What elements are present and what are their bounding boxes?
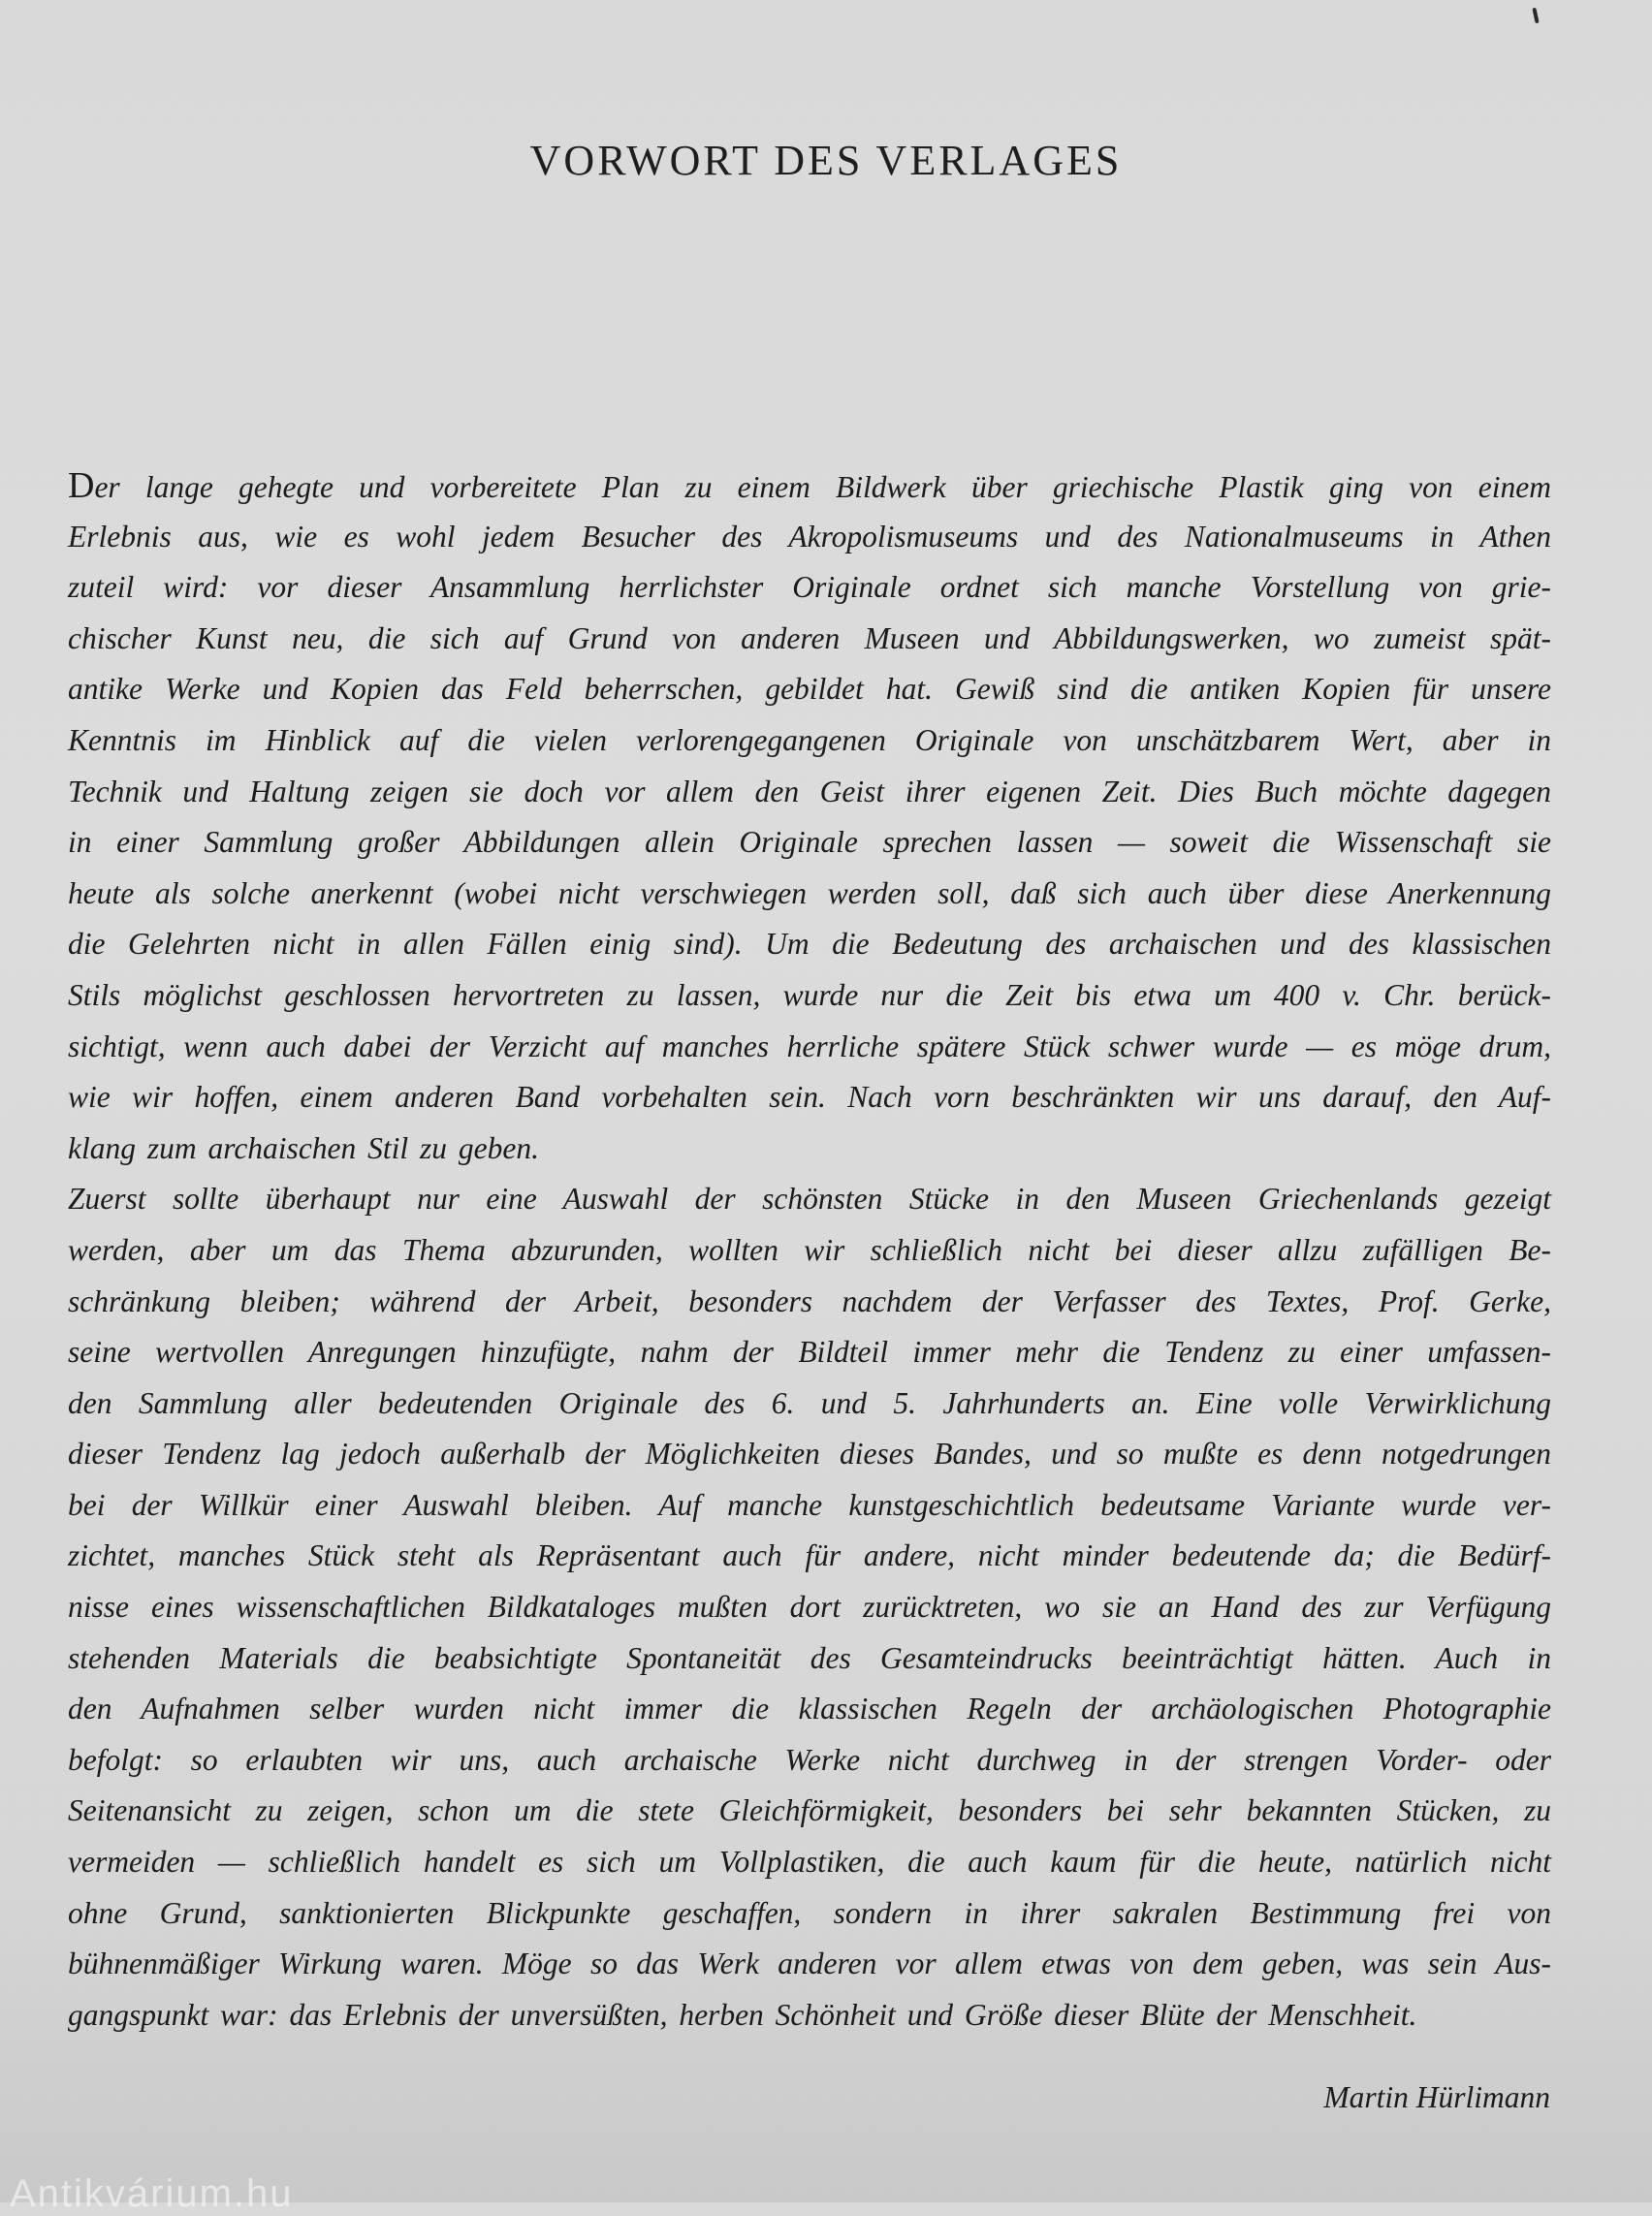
text-line: befolgt: so erlaubten wir uns, auch archaische Werke nicht durchweg in der strengen Vorder- oder bbox=[68, 1742, 1551, 1777]
text-line: nisse eines wissenschaftlichen Bildkataloges mußten dort zurücktreten, wo sie an Hand des zur Verfügung bbox=[68, 1590, 1551, 1625]
pencil-mark bbox=[1532, 8, 1539, 23]
text-line: seine wertvollen Anregungen hinzufügte, nahm der Bildteil immer mehr die Tendenz zu einer umfassen- bbox=[68, 1335, 1551, 1370]
author-signature: Martin Hürlimann bbox=[1323, 2080, 1550, 2114]
text-line: antike Werke und Kopien das Feld beherrschen, gebildet hat. Gewiß sind die antiken Kopien für unsere bbox=[68, 672, 1551, 707]
text-line: zichtet, manches Stück steht als Repräsentant auch für andere, nicht minder bedeutende da; die Bedürf- bbox=[68, 1538, 1551, 1573]
paragraph-2 bbox=[68, 1174, 1551, 2041]
text-line: stehenden Materials die beabsichtigte Spontaneität des Gesamteindrucks beeinträchtigt hätten. Auch in bbox=[68, 1640, 1551, 1675]
text-line: Erlebnis aus, wie es wohl jedem Besucher des Akropolismuseums und des Nationalmuseums in Athen bbox=[68, 519, 1551, 554]
text-line: schränkung bleiben; während der Arbeit, besonders nachdem der Verfasser des Textes, Prof. Gerke, bbox=[68, 1283, 1551, 1318]
text-line: in einer Sammlung großer Abbildungen allein Originale sprechen lassen — soweit die Wissenschaft sie bbox=[68, 825, 1551, 860]
text-line: den Aufnahmen selber wurden nicht immer die klassischen Regeln der archäologischen Photographie bbox=[68, 1692, 1551, 1726]
text-line: gangspunkt war: das Erlebnis der unversüßten, herben Schönheit und Größe dieser Blüte der Menschheit. bbox=[68, 1997, 1417, 2032]
text-line: Seitenansicht zu zeigen, schon um die stete Gleichförmigkeit, besonders bei sehr bekannten Stücken, zu bbox=[68, 1793, 1551, 1828]
text-line: Der lange gehegte und vorbereitete Plan zu einem Bildwerk über griechische Plastik ging von einem bbox=[68, 465, 1551, 506]
text-line: Technik und Haltung zeigen sie doch vor allem den Geist ihrer eigenen Zeit. Dies Buch möchte dagegen bbox=[68, 774, 1551, 808]
initial-letter: D bbox=[68, 465, 95, 506]
text-line: vermeiden — schließlich handelt es sich um Vollplastiken, die auch kaum für die heute, natürlich nicht bbox=[68, 1845, 1551, 1880]
text-line: werden, aber um das Thema abzurunden, wollten wir schließlich nicht bei dieser allzu zufälligen Be- bbox=[68, 1232, 1551, 1267]
text-line: Zuerst sollte überhaupt nur eine Auswahl der schönsten Stücke in den Museen Griechenlands gezeigt bbox=[68, 1182, 1551, 1217]
text-line: den Sammlung aller bedeutenden Originale des 6. und 5. Jahrhunderts an. Eine volle Verwirklichung bbox=[68, 1385, 1551, 1420]
text-line: sichtigt, wenn auch dabei der Verzicht auf manches herrliche spätere Stück schwer wurde — es möge drum, bbox=[68, 1029, 1551, 1063]
text-line: Kenntnis im Hinblick auf die vielen verlorengegangenen Originale von unschätzbarem Wert, aber in bbox=[68, 722, 1551, 757]
text-line: heute als solche anerkennt (wobei nicht verschwiegen werden soll, daß sich auch über diese Anerkennung bbox=[68, 875, 1551, 910]
text-line: ohne Grund, sanktionierten Blickpunkte geschaffen, sondern in ihrer sakralen Bestimmung frei von bbox=[68, 1895, 1551, 1930]
text-line: bühnenmäßiger Wirkung waren. Möge so das Werk anderen vor allem etwas von dem geben, was sein Aus- bbox=[68, 1947, 1551, 1981]
text-line: dieser Tendenz lag jedoch außerhalb der Möglichkeiten dieses Bandes, und so mußte es denn notgedrungen bbox=[68, 1437, 1551, 1472]
paragraph-1 bbox=[68, 460, 1551, 1174]
text-line: klang zum archaischen Stil zu geben. bbox=[68, 1130, 540, 1165]
watermark: Antikvárium.hu bbox=[10, 2172, 294, 2215]
text-line: die Gelehrten nicht in allen Fällen einig sind). Um die Bedeutung des archaischen und des klassischen bbox=[68, 927, 1551, 962]
text-line: chischer Kunst neu, die sich auf Grund von anderen Museen und Abbildungswerken, wo zumeist spät- bbox=[68, 620, 1551, 655]
preface-text bbox=[68, 460, 1551, 2041]
text-line: bei der Willkür einer Auswahl bleiben. Auf manche kunstgeschichtlich bedeutsame Variante wurde ver- bbox=[68, 1487, 1551, 1522]
page-title: VORWORT DES VERLAGES bbox=[529, 137, 1123, 184]
text-line: zuteil wird: vor dieser Ansammlung herrlichster Originale ordnet sich manche Vorstellung von grie- bbox=[68, 570, 1551, 605]
text-line: Stils möglichst geschlossen hervortreten zu lassen, wurde nur die Zeit bis etwa um 400 v. Chr. berück- bbox=[68, 977, 1551, 1012]
text-line: wie wir hoffen, einem anderen Band vorbehalten sein. Nach vorn beschränkten wir uns darauf, den Auf- bbox=[68, 1080, 1551, 1115]
